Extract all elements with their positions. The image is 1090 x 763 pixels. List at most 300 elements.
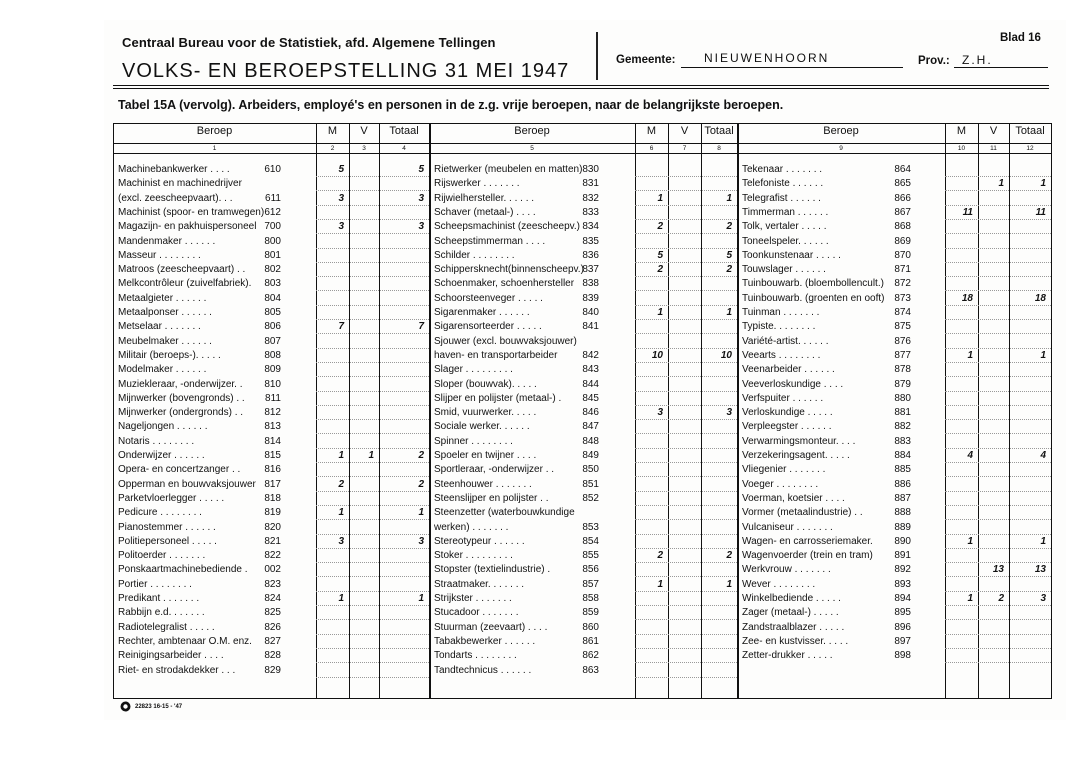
sheet-number: Blad 16: [1000, 32, 1041, 44]
occupation-name: Winkelbediende . . . . .: [742, 593, 841, 604]
entry-line: [635, 619, 737, 621]
occupation-name: Modelmaker . . . . . .: [118, 364, 207, 376]
occupation-code: 804: [264, 292, 281, 304]
male-count[interactable]: 1: [967, 349, 973, 361]
beroep-header: Beroep: [514, 125, 550, 137]
female-count[interactable]: 1: [368, 450, 374, 461]
male-count[interactable]: 3: [657, 407, 663, 419]
occupation-code: 852: [582, 492, 599, 504]
occupation-code: 889: [894, 521, 911, 533]
column-rule: [429, 123, 431, 699]
occupation-code: 859: [582, 607, 599, 619]
male-count[interactable]: 1: [657, 578, 663, 590]
male-count[interactable]: 2: [657, 264, 663, 276]
occupation-name: Schoorsteenveger . . . . .: [434, 292, 543, 304]
occupation-code: 832: [582, 192, 599, 204]
occupation-code: 833: [582, 206, 599, 218]
beroep-header: Beroep: [196, 125, 233, 137]
printer-seal-icon: [120, 701, 131, 712]
province-label: Prov.:: [918, 55, 950, 67]
occupation-code: 863: [582, 664, 599, 676]
occupation-name: Mandenmaker . . . . . .: [118, 235, 216, 247]
occupation-code: 834: [582, 221, 599, 233]
male-count[interactable]: 1: [657, 192, 663, 204]
occupation-code: 803: [264, 278, 281, 290]
total-header: Totaal: [389, 125, 419, 137]
occupation-code: 824: [264, 593, 281, 604]
occupation-name: Verpleegster . . . . . .: [742, 421, 832, 433]
entry-line: [316, 376, 429, 378]
occupation-name: Tuinbouwarb. (groenten en ooft): [742, 292, 885, 304]
male-count[interactable]: 3: [338, 221, 344, 233]
total-count[interactable]: 1: [1040, 535, 1046, 547]
occupation-code: 829: [264, 664, 281, 676]
occupation-code: 874: [894, 307, 911, 318]
occupation-name: Sigarenmaker . . . . . .: [434, 307, 530, 318]
male-count[interactable]: 10: [651, 349, 663, 361]
occupation-code: 808: [264, 349, 281, 361]
occupation-name: Werkvrouw . . . . . . .: [742, 564, 831, 576]
column-number: 4: [402, 145, 406, 152]
male-count[interactable]: 1: [338, 593, 344, 604]
female-count[interactable]: 13: [992, 564, 1004, 576]
occupation-code: 835: [582, 235, 599, 247]
occupation-name: Typiste. . . . . . . .: [742, 321, 816, 333]
male-count[interactable]: 7: [338, 321, 344, 333]
total-count[interactable]: 1: [1040, 349, 1046, 361]
occupation-name: Parketvloerlegger . . . . .: [118, 492, 225, 504]
occupation-code: 810: [264, 378, 281, 390]
occupation-name: Militair (beroeps-). . . . .: [118, 349, 221, 361]
province-underline: [954, 67, 1048, 68]
occupation-name: Schilder . . . . . . . .: [434, 249, 515, 261]
occupation-code: 849: [582, 450, 599, 461]
total-count[interactable]: 1: [726, 192, 732, 204]
occupation-name: Muziekleraar, -onderwijzer. .: [118, 378, 243, 390]
total-count[interactable]: 2: [418, 478, 424, 490]
occupation-name: Steenslijper en polijster . .: [434, 492, 549, 504]
entry-line: [635, 491, 737, 493]
occupation-name: Voeger . . . . . . . .: [742, 478, 819, 490]
occupation-name: Verloskundige . . . . .: [742, 407, 833, 419]
column-rule: [1051, 123, 1052, 699]
gemeente-value: NIEUWENHOORN: [704, 51, 830, 65]
occupation-code: 854: [582, 535, 599, 547]
occupation-code: 886: [894, 478, 911, 490]
occupation-code: 893: [894, 578, 911, 590]
male-header: M: [956, 125, 967, 137]
column-number: 8: [717, 145, 721, 152]
female-header: V: [989, 125, 998, 137]
occupation-code: 892: [894, 564, 911, 576]
occupation-code: 819: [264, 507, 281, 519]
entry-line: [316, 519, 429, 521]
occupation-name: Zager (metaal-) . . . . .: [742, 607, 839, 619]
occupation-code: 839: [582, 292, 599, 304]
total-count[interactable]: 18: [1034, 292, 1046, 304]
occupation-name: Matroos (zeescheepvaart) . .: [118, 264, 246, 276]
entry-line: [316, 276, 429, 278]
entry-line: [316, 405, 429, 407]
entry-line: [945, 576, 1051, 578]
male-count[interactable]: 1: [657, 307, 663, 318]
header-row-line: [113, 143, 1051, 144]
entry-line: [316, 305, 429, 307]
occupation-code: 830: [582, 164, 599, 175]
entry-line: [945, 333, 1051, 335]
occupation-code: 860: [582, 621, 599, 633]
occupation-name: Telegrafist . . . . . .: [742, 192, 821, 204]
occupation-code: 885: [894, 464, 911, 476]
entry-line: [635, 233, 737, 235]
male-count[interactable]: 3: [338, 192, 344, 204]
occupation-name: Straatmaker. . . . . . .: [434, 578, 525, 590]
occupation-name: Machinist (spoor- en tramwegen): [118, 206, 265, 218]
occupation-code: 842: [582, 349, 599, 361]
occupation-code: 811: [265, 392, 281, 404]
male-count[interactable]: 2: [338, 478, 344, 490]
total-count[interactable]: 3: [726, 407, 732, 419]
occupation-code: 883: [894, 435, 911, 447]
entry-line: [945, 548, 1051, 550]
total-count[interactable]: 11: [1035, 206, 1046, 218]
occupation-code: 611: [265, 192, 281, 204]
male-count[interactable]: 3: [338, 535, 344, 547]
occupation-name: Veenarbeider . . . . . .: [742, 364, 835, 376]
entry-line: [635, 505, 737, 507]
occupation-code: 870: [894, 249, 911, 261]
entry-line: [635, 205, 737, 207]
male-count[interactable]: 1: [338, 450, 344, 461]
entry-line: [635, 419, 737, 421]
entry-line: [945, 305, 1051, 307]
occupation-name: Stereotypeur . . . . . .: [434, 535, 525, 547]
column-number: 5: [530, 145, 534, 152]
entry-line: [945, 648, 1051, 650]
entry-line: [635, 591, 737, 593]
entry-line: [635, 433, 737, 435]
occupation-name: Voerman, koetsier . . . .: [742, 492, 845, 504]
occupation-name: Steenhouwer . . . . . . .: [434, 478, 532, 490]
total-count[interactable]: 5: [418, 164, 424, 175]
occupation-code: 887: [894, 492, 911, 504]
occupation-name: Smid, vuurwerker. . . . .: [434, 407, 537, 419]
entry-line: [635, 376, 737, 378]
occupation-code: 878: [894, 364, 911, 376]
gemeente-underline: [681, 67, 903, 68]
occupation-code: 828: [264, 650, 281, 662]
column-number: 7: [682, 145, 687, 152]
occupation-code: 815: [264, 450, 281, 461]
occupation-name: Tekenaar . . . . . . .: [742, 164, 823, 175]
occupation-code: 823: [264, 578, 281, 590]
occupation-name: Verzekeringsagent. . . . .: [742, 450, 850, 461]
occupation-name: Sloper (bouwvak). . . . .: [434, 378, 537, 390]
occupation-name: Mijnwerker (ondergronds) . .: [118, 407, 244, 419]
occupation-code: 872: [894, 278, 911, 290]
occupation-code: 890: [894, 535, 911, 547]
total-count[interactable]: 5: [726, 249, 732, 261]
male-count[interactable]: 4: [967, 450, 973, 461]
entry-line: [635, 605, 737, 607]
occupation-code: 812: [264, 407, 281, 419]
occupation-code: 836: [582, 249, 599, 261]
male-count[interactable]: 2: [657, 550, 663, 562]
occupation-name: Spoeler en twijner . . . .: [434, 450, 537, 461]
occupation-code: 610: [264, 164, 281, 175]
print-footer: [120, 701, 182, 712]
entry-line: [635, 333, 737, 335]
male-count[interactable]: 2: [657, 221, 663, 233]
male-count[interactable]: 1: [967, 593, 973, 604]
occupation-name: Schippersknecht(binnenscheepv.): [434, 264, 584, 276]
occupation-code: 897: [894, 635, 911, 647]
occupation-code: 845: [582, 392, 599, 404]
entry-line: [945, 233, 1051, 235]
occupation-name: Tuinman . . . . . . .: [742, 307, 820, 318]
occupation-code: 840: [582, 307, 599, 318]
occupation-name: Predikant . . . . . . .: [118, 593, 200, 604]
occupation-name: Tolk, vertaler . . . . .: [742, 221, 827, 233]
occupation-code: 806: [264, 321, 281, 333]
occupation-code: 875: [894, 321, 911, 333]
entry-line: [945, 219, 1051, 221]
occupation-name: Meubelmaker . . . . . .: [118, 335, 212, 347]
occupation-name: Sjouwer (excl. bouwvaksjouwer): [434, 335, 577, 347]
occupation-code: 826: [264, 621, 281, 633]
entry-line: [635, 634, 737, 636]
occupation-name: Slager . . . . . . . . .: [434, 364, 513, 376]
entry-line: [945, 491, 1051, 493]
column-rule: [668, 123, 669, 699]
occupation-name: Radiotelegralist . . . . .: [118, 621, 215, 633]
entry-line: [945, 662, 1051, 664]
occupation-code: 801: [264, 249, 281, 261]
occupation-name: Slijper en polijster (metaal-) .: [434, 392, 562, 404]
column-number: 3: [362, 145, 366, 152]
entry-line: [635, 276, 737, 278]
total-count[interactable]: 1: [418, 593, 424, 604]
entry-line: [945, 476, 1051, 478]
total-count[interactable]: 1: [726, 307, 732, 318]
occupation-name: Tabakbewerker . . . . . .: [434, 635, 536, 647]
occupation-name: Notaris . . . . . . . .: [118, 435, 195, 447]
entry-line: [316, 576, 429, 578]
number-row-line: [113, 153, 1051, 154]
female-count[interactable]: 2: [998, 593, 1004, 604]
occupation-name: Metaalgieter . . . . . .: [118, 292, 207, 304]
occupation-name: Masseur . . . . . . . .: [118, 249, 201, 261]
total-count[interactable]: 1: [418, 507, 424, 519]
occupation-code: 700: [264, 221, 281, 233]
entry-line: [316, 619, 429, 621]
occupation-code: 809: [264, 364, 281, 376]
total-count[interactable]: 10: [720, 349, 732, 361]
entry-line: [316, 462, 429, 464]
occupation-code: 880: [894, 392, 911, 404]
total-count[interactable]: 2: [726, 264, 732, 276]
entry-line: [635, 562, 737, 564]
total-count[interactable]: 3: [1040, 593, 1046, 604]
male-header: M: [327, 125, 338, 137]
occupation-name: Tondarts . . . . . . . .: [434, 650, 517, 662]
occupation-code: 895: [894, 607, 911, 619]
occupation-name: Politoerder . . . . . . .: [118, 550, 206, 562]
entry-line: [316, 233, 429, 235]
occupation-name: Rietwerker (meubelen en matten): [434, 164, 583, 175]
female-count[interactable]: 1: [998, 178, 1004, 190]
entry-line: [316, 333, 429, 335]
entry-line: [316, 205, 429, 207]
occupation-code: 869: [894, 235, 911, 247]
occupation-name: Pedicure . . . . . . . .: [118, 507, 202, 519]
entry-line: [316, 248, 429, 250]
entry-line: [635, 519, 737, 521]
total-count[interactable]: 2: [418, 450, 424, 461]
occupation-code: 894: [894, 593, 911, 604]
male-count[interactable]: 5: [657, 249, 663, 261]
occupation-name: Schoenmaker, schoenhersteller: [434, 278, 575, 290]
entry-line: [945, 362, 1051, 364]
occupation-name: Variété-artist. . . . . .: [742, 335, 829, 347]
total-count[interactable]: 1: [1040, 178, 1046, 190]
occupation-name: Strijkster . . . . . . .: [434, 593, 512, 604]
male-count[interactable]: 18: [961, 292, 973, 304]
occupation-code: 837: [582, 264, 599, 276]
total-count[interactable]: 3: [418, 221, 424, 233]
column-number: 9: [839, 145, 843, 152]
occupation-name: Rechter, ambtenaar O.M. enz.: [118, 635, 252, 647]
occupation-name: Stuurman (zeevaart) . . . .: [434, 621, 548, 633]
total-count[interactable]: 2: [726, 550, 732, 562]
beroep-header: Beroep: [823, 125, 859, 137]
occupation-name: Spinner . . . . . . . .: [434, 435, 513, 447]
occupation-code: 822: [264, 550, 281, 562]
male-count[interactable]: 1: [967, 535, 973, 547]
occupation-code: 879: [894, 378, 911, 390]
total-count[interactable]: 1: [726, 578, 732, 590]
occupation-code: 851: [582, 478, 599, 490]
column-rule: [978, 123, 979, 699]
entry-line: [316, 362, 429, 364]
entry-line: [945, 391, 1051, 393]
occupation-name: Sportleraar, -onderwijzer . .: [434, 464, 555, 476]
entry-line: [316, 605, 429, 607]
occupation-code: 847: [582, 421, 599, 433]
occupation-code: 800: [264, 235, 281, 247]
occupation-name: Magazijn- en pakhuispersoneel: [118, 221, 257, 233]
entry-line: [945, 419, 1051, 421]
entry-line: [945, 462, 1051, 464]
header-rule-bottom: [113, 88, 1049, 89]
female-header: V: [360, 125, 368, 137]
occupation-code: 805: [264, 307, 281, 318]
entry-line: [945, 433, 1051, 435]
occupation-name: Schaver (metaal-) . . . .: [434, 206, 536, 218]
total-count[interactable]: 2: [726, 221, 732, 233]
total-count[interactable]: 3: [418, 192, 424, 204]
occupation-name: Reinigingsarbeider . . . .: [118, 650, 224, 662]
entry-line: [635, 534, 737, 536]
total-header: Totaal: [1015, 125, 1045, 137]
entry-line: [945, 376, 1051, 378]
occupation-name: Sigarensorteerder . . . . .: [434, 321, 542, 333]
occupation-name: Rijswerker . . . . . . .: [434, 178, 520, 190]
occupation-code: 846: [582, 407, 599, 419]
table-bottom-line: [113, 698, 1051, 699]
entry-line: [635, 391, 737, 393]
occupation-name: Wagen- en carrosseriemaker.: [742, 535, 873, 547]
total-count[interactable]: 13: [1034, 564, 1046, 576]
occupation-code: 853: [582, 521, 599, 533]
entry-line: [945, 505, 1051, 507]
occupation-name: Zetter-drukker . . . . .: [742, 650, 833, 662]
total-count[interactable]: 7: [418, 321, 424, 333]
header-rule-top: [113, 85, 1049, 86]
entry-line: [945, 619, 1051, 621]
occupation-code: 816: [264, 464, 281, 476]
entry-line: [316, 562, 429, 564]
occupation-code: 891: [894, 550, 911, 562]
occupation-code: 858: [582, 593, 599, 604]
form-title: VOLKS- EN BEROEPSTELLING 31 MEI 1947: [122, 60, 570, 82]
column-rule: [737, 123, 739, 699]
occupation-name: werken) . . . . . . .: [434, 521, 509, 533]
occupation-name: Zee- en kustvisser. . . . .: [742, 635, 849, 647]
occupation-name: Telefoniste . . . . . .: [742, 178, 824, 190]
male-count[interactable]: 5: [338, 164, 344, 175]
entry-line: [635, 362, 737, 364]
entry-line: [316, 648, 429, 650]
occupation-name: Vormer (metaalindustrie) . .: [742, 507, 863, 519]
column-number: 11: [990, 145, 997, 152]
entry-line: [316, 419, 429, 421]
occupation-name: Portier . . . . . . . .: [118, 578, 192, 590]
occupation-code: 848: [582, 435, 599, 447]
male-count[interactable]: 1: [338, 507, 344, 519]
entry-line: [945, 634, 1051, 636]
occupation-table: [113, 123, 1051, 699]
occupation-name: Machinebankwerker . . . .: [118, 164, 230, 175]
occupation-code: 814: [264, 435, 281, 447]
column-number: 12: [1026, 145, 1034, 152]
occupation-code: 831: [582, 178, 599, 190]
occupation-code: 865: [894, 178, 911, 190]
occupation-name: Vulcaniseur . . . . . . .: [742, 521, 833, 533]
occupation-code: 884: [894, 450, 911, 461]
occupation-name: (excl. zeescheepvaart). . .: [118, 192, 233, 204]
entry-line: [945, 248, 1051, 250]
occupation-code: 821: [264, 535, 281, 547]
entry-line: [635, 462, 737, 464]
male-count[interactable]: 11: [962, 206, 973, 218]
total-count[interactable]: 3: [418, 535, 424, 547]
occupation-name: Timmerman . . . . . .: [742, 206, 829, 218]
table-title: Tabel 15A (vervolg). Arbeiders, employé's en personen in de z.g. vrije beroepen, naar de belangrijkste beroepen.: [118, 98, 784, 112]
occupation-code: 867: [894, 206, 911, 218]
entry-line: [635, 648, 737, 650]
occupation-name: Steenzetter (waterbouwkundige: [434, 507, 575, 519]
total-count[interactable]: 4: [1040, 450, 1046, 461]
occupation-name: Veeverloskundige . . . .: [742, 378, 844, 390]
entry-line: [945, 262, 1051, 264]
column-number: 2: [330, 145, 335, 152]
occupation-name: Toonkunstenaar . . . . .: [742, 249, 841, 261]
occupation-code: 818: [264, 492, 281, 504]
occupation-name: Stucadoor . . . . . . .: [434, 607, 519, 619]
entry-line: [316, 634, 429, 636]
header-divider: [596, 32, 598, 80]
